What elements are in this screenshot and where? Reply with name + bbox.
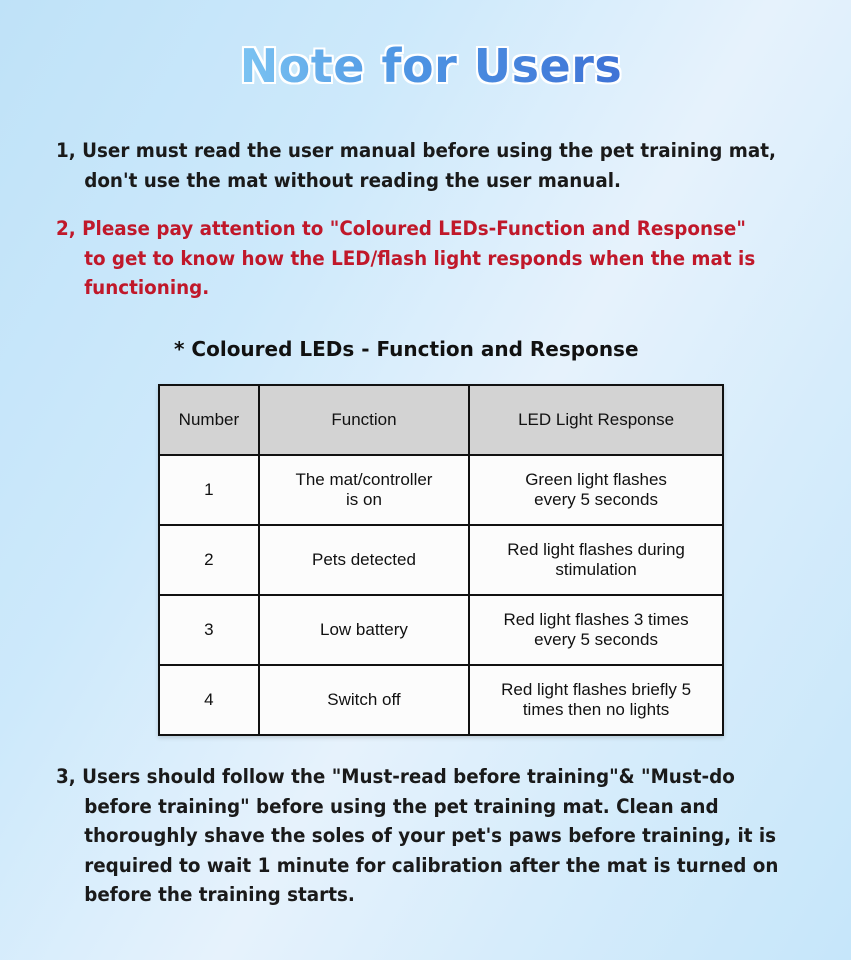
note-3-line: required to wait 1 minute for calibration after the mat is turned on <box>84 853 779 877</box>
page-title-text: Note for Users <box>239 39 623 93</box>
table-row <box>159 595 723 665</box>
header-number: Number <box>159 385 259 455</box>
note-1-line: 1, User must read the user manual before using the pet training mat, <box>56 139 776 162</box>
function-line: The mat/controller <box>295 470 433 489</box>
function-line: is on <box>346 490 382 509</box>
note-3-line: thoroughly shave the soles of your pet's paws before training, it is <box>84 824 777 847</box>
function-line: Switch off <box>327 690 401 709</box>
header-led-response: LED Light Response <box>469 385 723 455</box>
note-3 <box>56 762 817 910</box>
response-line: Green light flashes <box>525 470 667 489</box>
note-2-warning <box>56 214 817 303</box>
response-line: every 5 seconds <box>534 630 658 649</box>
response-line: every 5 seconds <box>534 490 658 509</box>
table-row <box>159 455 723 525</box>
page-title <box>0 36 851 96</box>
function-line: Low battery <box>320 620 408 639</box>
row-function <box>259 595 469 665</box>
response-line: Red light flashes briefly 5 <box>501 680 692 699</box>
led-function-table <box>158 384 724 736</box>
response-line: stimulation <box>555 560 637 579</box>
led-table-heading: * Coloured LEDs - Function and Response <box>174 337 639 361</box>
row-number: 1 <box>159 455 259 525</box>
table-header-row <box>159 385 723 455</box>
note-2-line: to get to know how the LED/flash light responds when the mat is <box>84 246 756 270</box>
row-function <box>259 455 469 525</box>
table-row <box>159 525 723 595</box>
row-response <box>469 665 723 735</box>
row-number: 4 <box>159 665 259 735</box>
header-function: Function <box>259 385 469 455</box>
row-number: 2 <box>159 525 259 595</box>
note-1-line: don't use the mat without reading the user manual. <box>84 168 621 192</box>
row-response <box>469 455 723 525</box>
row-response <box>469 525 723 595</box>
response-line: Red light flashes during <box>507 540 685 559</box>
note-2-line: 2, Please pay attention to "Coloured LEDs-Function and Response" <box>56 217 746 240</box>
row-function <box>259 525 469 595</box>
function-line: Pets detected <box>311 550 416 569</box>
table-row <box>159 665 723 735</box>
note-3-line: 3, Users should follow the "Must-read before training"& "Must-do <box>56 765 735 788</box>
note-3-line: before training" before using the pet training mat. Clean and <box>84 794 719 818</box>
note-2-line: functioning. <box>84 276 210 299</box>
row-response <box>469 595 723 665</box>
row-number: 3 <box>159 595 259 665</box>
note-3-line: before the training starts. <box>84 883 355 906</box>
note-1 <box>56 136 817 195</box>
response-line: Red light flashes 3 times <box>503 610 689 629</box>
response-line: times then no lights <box>522 700 670 719</box>
row-function <box>259 665 469 735</box>
